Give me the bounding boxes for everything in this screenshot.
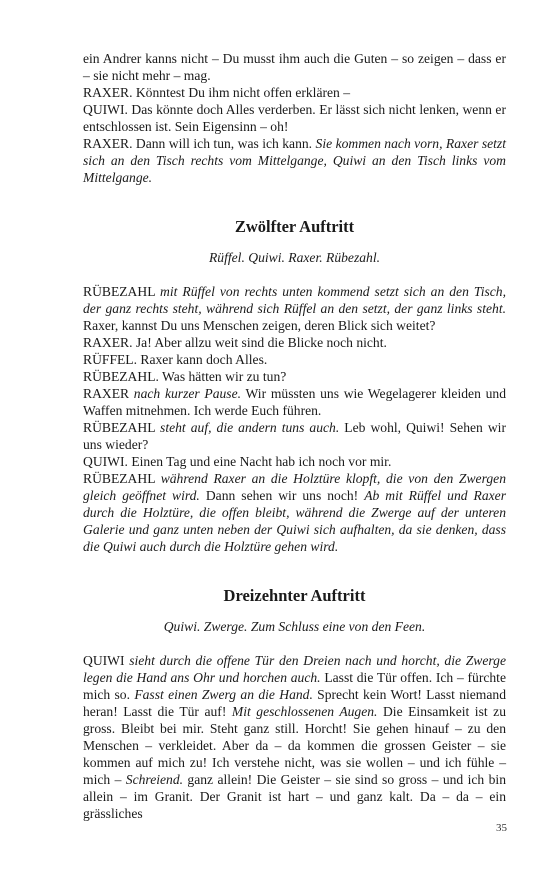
dialogue-paragraph <box>83 283 506 334</box>
spoken-text: RAXER. Könntest Du ihm nicht offen erklären – <box>83 85 351 100</box>
stage-direction: steht auf, die andern tuns auch. <box>160 420 340 435</box>
scene-cast-12: Rüffel. Quiwi. Raxer. Rübezahl. <box>208 250 381 265</box>
spoken-text: Sprecht kein Wort! Lasst niemand heran! Lasst die Tür auf! <box>83 687 507 719</box>
spoken-text: RAXER. Ja! Aber allzu weit sind die Blicke noch nicht. <box>83 335 387 350</box>
stage-direction: sieht durch die offene Tür den Dreien nach und horcht, die Zwerge legen die Hand ans Ohr und horchen auch. <box>83 653 506 685</box>
spoken-text: Wir müssten uns wie Wegelagerer kleiden und Waffen mitnehmen. Ich werde Euch führen. <box>83 386 506 418</box>
scene-cast-13: Quiwi. Zwerge. Zum Schluss eine von den Feen. <box>163 619 426 634</box>
stage-direction: nach kurzer Pause. <box>133 386 242 401</box>
dialogue-paragraph <box>83 101 506 135</box>
spoken-text: RÜBEZAHL <box>83 420 161 435</box>
dialogue-paragraph <box>83 84 506 101</box>
stage-direction: während Raxer an die Holztüre klopft, die von den Zwergen gleich geöffnet wird. <box>83 471 507 503</box>
spoken-text: Raxer, kannst Du uns Menschen zeigen, deren Blick sich weitet? <box>83 318 436 333</box>
dialogue-paragraph <box>83 419 506 453</box>
spoken-text: RÜBEZAHL. Was hätten wir zu tun? <box>83 369 287 384</box>
stage-direction: Schreiend. <box>125 772 184 787</box>
dialogue-paragraph <box>83 385 506 419</box>
spoken-text: ein Andrer kanns nicht – Du musst ihm auch die Guten – so zeigen – dass er – sie nicht mehr – mag. <box>83 51 506 83</box>
scene-heading-12: Zwölfter Auftritt <box>234 217 355 236</box>
spoken-text: RAXER <box>83 386 134 401</box>
spoken-text: Leb wohl, Quiwi! Sehen wir uns wieder? <box>83 420 506 452</box>
dialogue-block-3 <box>83 652 506 822</box>
spoken-text: Dann sehen wir uns noch! <box>199 488 365 503</box>
spoken-text: RÜFFEL. Raxer kann doch Alles. <box>83 352 268 367</box>
dialogue-paragraph <box>83 652 506 822</box>
spoken-text: RÜBEZAHL <box>83 284 161 299</box>
dialogue-paragraph <box>83 334 506 351</box>
page-number: 35 <box>496 822 507 834</box>
scene-heading-13: Dreizehnter Auftritt <box>223 586 366 605</box>
stage-direction: Fasst einen Zwerg an die Hand. <box>134 687 313 702</box>
spoken-text: ganz allein! Die Geister – sie sind so gross – und ich bin allein – im Granit. Der Granit ist hart – und ganz kalt. Da – da – ein grässliches <box>83 772 506 821</box>
stage-direction: mit Rüffel von rechts unten kommend setzt sich an den Tisch, der ganz rechts steht, während sich Rüffel an den setzt, der ganz links steht. <box>83 284 506 316</box>
spoken-text: RAXER. Dann will ich tun, was ich kann. <box>83 136 316 151</box>
dialogue-paragraph <box>83 470 506 555</box>
dialogue-paragraph <box>83 351 506 368</box>
dialogue-paragraph <box>83 50 506 84</box>
dialogue-paragraph <box>83 135 506 186</box>
spoken-text: QUIWI <box>83 653 130 668</box>
spoken-text: QUIWI. Einen Tag und eine Nacht hab ich noch vor mir. <box>83 454 392 469</box>
dialogue-block-2 <box>83 283 506 555</box>
stage-direction: Ab mit Rüffel und Raxer durch die Holztüre, die offen bleibt, während die Zwerge auf der unteren Galerie und ganz unten neben der Quiwi sich aufhalten, da sie denken, dass die Quiwi auch durch die Holztüre gehen wird. <box>83 488 506 554</box>
dialogue-block-1 <box>83 50 506 186</box>
page-body <box>83 50 506 822</box>
spoken-text: RÜBEZAHL <box>83 471 161 486</box>
stage-direction: Sie kommen nach vorn, Raxer setzt sich an den Tisch rechts vom Mittelgange, Quiwi an den Tisch links vom Mittelgange. <box>83 136 506 185</box>
spoken-text: Die Einsamkeit ist zu gross. Bleibt bei mir. Steht ganz still. Horcht! Sie gehen hinauf – zu den Menschen – verkleidet. Aber da – da kommen die grossen Geister – sie kommen auf mich zu! Ich verstehe nicht, was sie wollen – und ich fühle – mich – <box>83 704 506 787</box>
dialogue-paragraph <box>83 368 506 385</box>
dialogue-paragraph <box>83 453 506 470</box>
stage-direction: Mit geschlossenen Augen. <box>231 704 378 719</box>
spoken-text: Lasst die Tür offen. Ich – fürchte mich so. <box>83 670 506 702</box>
spoken-text: QUIWI. Das könnte doch Alles verderben. Er lässt sich nicht lenken, wenn er entschlossen ist. Sein Eigensinn – oh! <box>83 102 506 134</box>
